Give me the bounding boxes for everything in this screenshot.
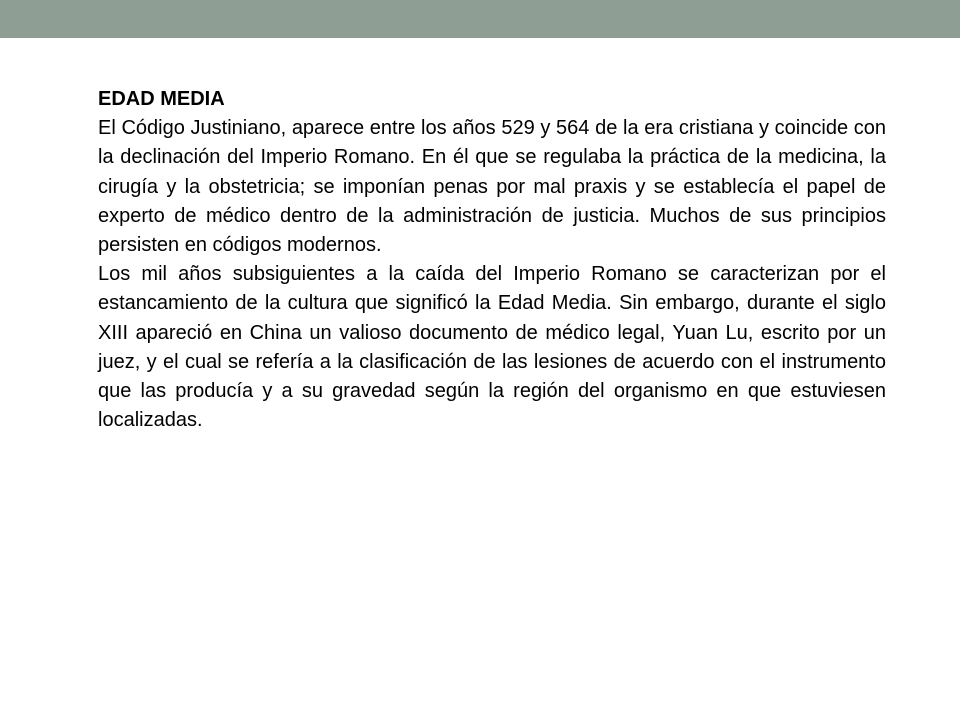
slide-heading: EDAD MEDIA — [98, 88, 225, 110]
paragraph-codigo-justiniano: El Código Justiniano, aparece entre los años 529 y 564 de la era cristiana y coincide con la declinación del Imperio Romano. En él que se regulaba la práctica de la medicina, la cirugía y la obstetricia; se imponían penas por mal praxis y se establecía el papel de experto de médico dentro de la administración de justicia. Muchos de sus principios persisten en códigos modernos. — [98, 117, 886, 257]
slide-body — [98, 85, 886, 435]
top-band — [0, 0, 960, 38]
paragraph-edad-media: Los mil años subsiguientes a la caída del Imperio Romano se caracterizan por el estancamiento de la cultura que significó la Edad Media. Sin embargo, durante el siglo XIII apareció en China un valioso documento de médico legal, Yuan Lu, escrito por un juez, y el cual se refería a la clasificación de las lesiones de acuerdo con el instrumento que las producía y a su gravedad según la región del organismo en que estuviesen localizadas. — [98, 263, 886, 432]
